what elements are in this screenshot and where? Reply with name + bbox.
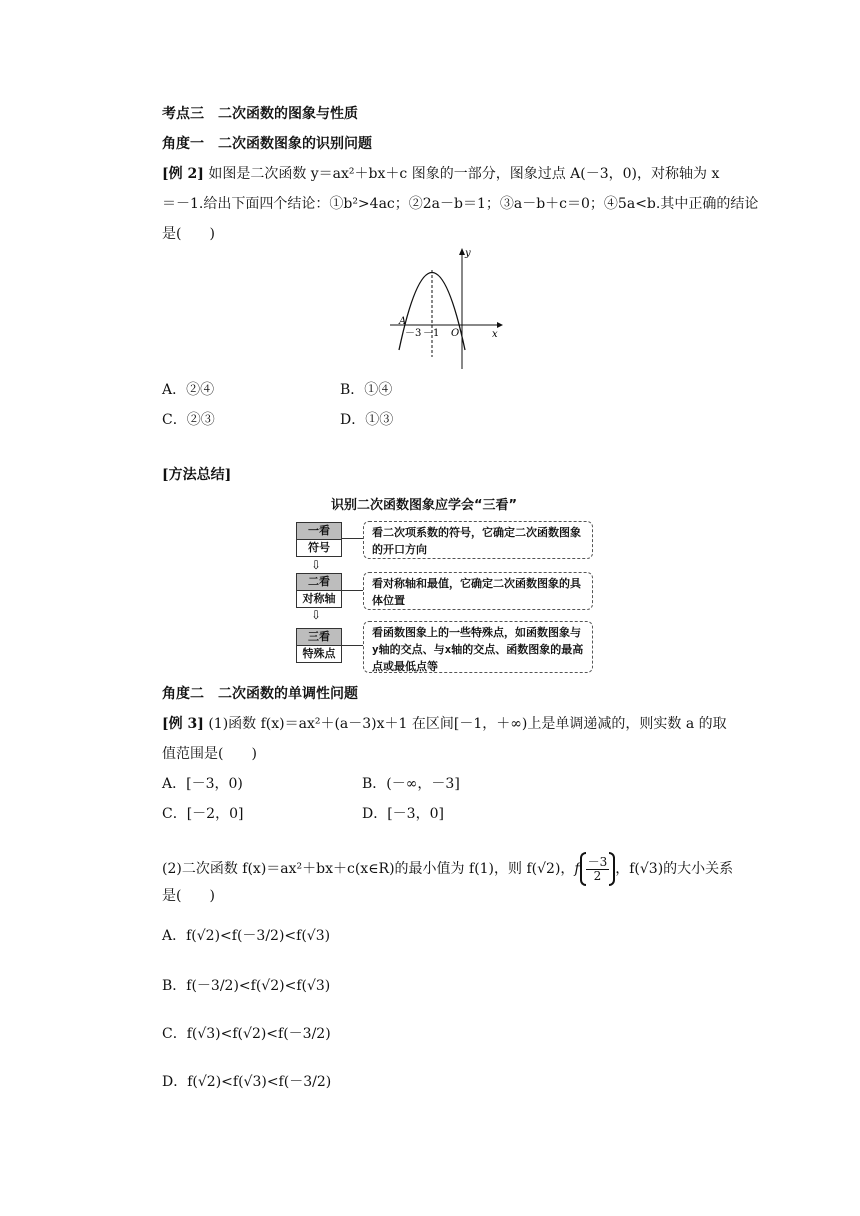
- ex3-p2-prefix: (2)二次函数 f(x)＝ax²＋bx＋c(x∈R)的最小值为 f(1)，则 f(√2)，: [162, 861, 575, 877]
- example2-line3: 是( ): [162, 226, 215, 242]
- example3-part2-line2: 是( ): [162, 888, 215, 904]
- example2-tag: [例 2]: [162, 166, 204, 182]
- example2-line1: [162, 164, 719, 184]
- ex2-option-c[interactable]: C．②③: [162, 412, 215, 428]
- example3-tag: [例 3]: [162, 716, 204, 732]
- fraction-arg: [580, 852, 616, 886]
- flow-step1-label: [296, 522, 342, 557]
- ex3-p2-option-d[interactable]: D．f(√2)<f(√3)<f(－3/2): [162, 1074, 332, 1090]
- angle1-heading: 角度一 二次函数图象的识别问题: [162, 136, 372, 152]
- ex3-p2-option-c[interactable]: C．f(√3)<f(√2)<f(－3/2): [162, 1026, 331, 1042]
- flow-step3-label: [296, 628, 342, 663]
- angle2-heading: 角度二 二次函数的单调性问题: [162, 686, 358, 702]
- example2-text1: 如图是二次函数 y＝ax²＋bx＋c 图象的一部分，图象过点 A(－3，0)，对称轴为 x: [208, 166, 720, 182]
- example3-line2: 值范围是( ): [162, 746, 257, 762]
- flow-step2-label: [296, 573, 342, 608]
- ex3-p2-option-b[interactable]: B．f(－3/2)<f(√2)<f(√3): [162, 978, 331, 994]
- tick-minus3: －3: [405, 328, 422, 339]
- ex3-p1-option-b[interactable]: B．(－∞，－3]: [362, 776, 460, 792]
- example3-line1: [162, 714, 727, 734]
- example2-line2: ＝－1.给出下面四个结论：①b²>4ac；②2a－b＝1；③a－b＋c＝0；④5a<b.其中正确的结论: [162, 196, 759, 212]
- method-summary-title: [方法总结]: [162, 467, 232, 483]
- ex2-option-d[interactable]: D．①③: [340, 412, 394, 428]
- flow-step1-top: 一看: [297, 523, 341, 540]
- flow-connector: [341, 538, 363, 539]
- ex3-p1-option-c[interactable]: C．[－2，0]: [162, 806, 244, 822]
- ex2-option-b[interactable]: B．①④: [340, 382, 393, 398]
- ex3-p1-option-d[interactable]: D．[－3，0]: [362, 806, 444, 822]
- origin-label: O: [451, 328, 460, 339]
- ex3-p1-option-a[interactable]: A．[－3，0): [162, 776, 243, 792]
- flow-step2-top: 二看: [297, 574, 341, 591]
- frac-denominator: 2: [593, 868, 602, 883]
- flow-step1-bottom: 符号: [308, 541, 330, 554]
- flow-step3-top: 三看: [297, 629, 341, 646]
- flow-step3-bottom: 特殊点: [302, 647, 336, 660]
- flow-title: 识别二次函数图象应学会“三看”: [331, 498, 518, 513]
- flow-step3-desc: 看函数图象上的一些特殊点，如函数图象与y轴的交点、与x轴的交点、函数图象的最高点或最低点等: [363, 621, 593, 673]
- tick-minus1: －1: [423, 328, 440, 339]
- flow-step2-bottom: 对称轴: [302, 592, 336, 605]
- frac-numerator: －3: [587, 854, 608, 869]
- flow-step2-desc: 看对称轴和最值，它确定二次函数图象的具体位置: [363, 572, 593, 610]
- section-title: 考点三 二次函数的图象与性质: [162, 106, 358, 122]
- flow-arrow-down-icon: ⇩: [311, 558, 322, 572]
- ex3-p2-option-a[interactable]: A．f(√2)<f(－3/2)<f(√3): [162, 928, 331, 944]
- flow-connector: [341, 645, 363, 646]
- ex3-p2-suffix: ，f(√3)的大小关系: [615, 861, 734, 877]
- flow-connector: [341, 590, 363, 591]
- flow-arrow-down-icon: ⇩: [311, 608, 322, 622]
- example3-part1-text1: (1)函数 f(x)＝ax²＋(a－3)x＋1 在区间[－1，＋∞)上是单调递减的，则实数 a 的取: [208, 716, 727, 732]
- flow-step1-desc: 看二次项系数的符号，它确定二次函数图象的开口方向: [363, 521, 593, 559]
- point-a-label: A: [399, 316, 407, 327]
- ex2-option-a[interactable]: A．②④: [162, 382, 215, 398]
- parabola-graph: [385, 245, 505, 370]
- example3-part2-line1: (2)二次函数 f(x)＝ax²＋bx＋c(x∈R)的最小值为 f(1)，则 f(√2)，f $\frac{-3}{2}$ ，f(√3)的大小关系: [162, 852, 733, 886]
- y-axis-label: y: [465, 248, 471, 259]
- x-axis-label: x: [492, 329, 498, 340]
